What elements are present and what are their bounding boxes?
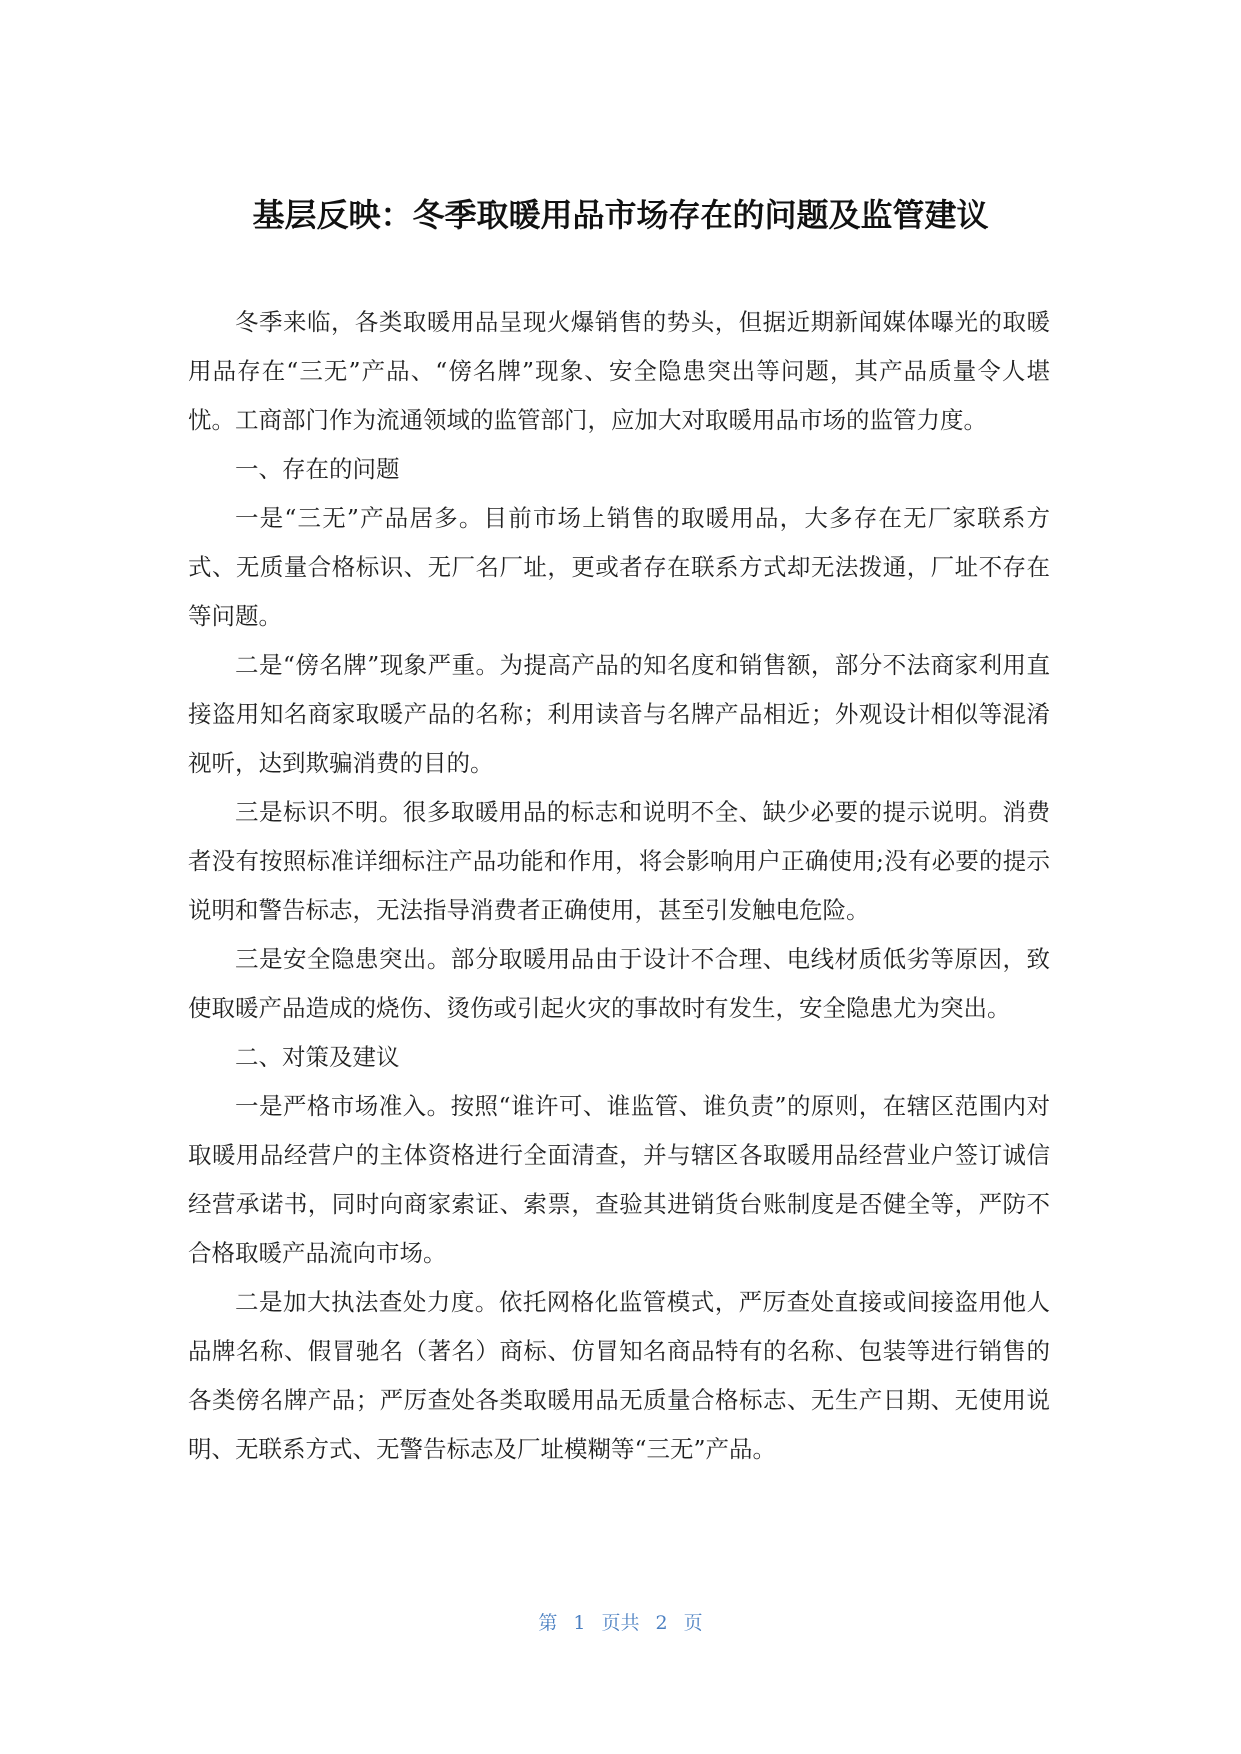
paragraph-problem-3: 三是标识不明。很多取暖用品的标志和说明不全、缺少必要的提示说明。消费者没有按照标准详细标注产品功能和作用，将会影响用户正确使用;没有必要的提示说明和警告标志，无法指导消费者正确使用，甚至引发触电危险。: [188, 798, 1050, 924]
footer-middle: 页共: [601, 1612, 640, 1634]
page-footer: [0, 1608, 1241, 1635]
paragraph-suggestion-2: 二是加大执法查处力度。依托网格化监管模式，严厉查处直接或间接盗用他人品牌名称、假冒驰名（著名）商标、仿冒知名商品特有的名称、包装等进行销售的各类傍名牌产品；严厉查处各类取暖用品无质量合格标志、无生产日期、无使用说明、无联系方式、无警告标志及厂址模糊等“三无”产品。: [188, 1288, 1050, 1463]
paragraph-intro: 冬季来临，各类取暖用品呈现火爆销售的势头，但据近期新闻媒体曝光的取暖用品存在“三无”产品、“傍名牌”现象、安全隐患突出等问题，其产品质量令人堪忧。工商部门作为流通领域的监管部门，应加大对取暖用品市场的监管力度。: [188, 308, 1050, 434]
paragraph-problem-4: 三是安全隐患突出。部分取暖用品由于设计不合理、电线材质低劣等原因，致使取暖产品造成的烧伤、烫伤或引起火灾的事故时有发生，安全隐患尤为突出。: [188, 945, 1050, 1022]
section-heading-problems: 一、存在的问题: [235, 455, 400, 483]
paragraph-problem-2: 二是“傍名牌”现象严重。为提高产品的知名度和销售额，部分不法商家利用直接盗用知名商家取暖产品的名称；利用读音与名牌产品相近；外观设计相似等混淆视听，达到欺骗消费的目的。: [188, 651, 1050, 777]
paragraph-suggestion-1: 一是严格市场准入。按照“谁许可、谁监管、谁负责”的原则，在辖区范围内对取暖用品经营户的主体资格进行全面清查，并与辖区各取暖用品经营业户签订诚信经营承诺书，同时向商家索证、索票，查验其进销货台账制度是否健全等，严防不合格取暖产品流向市场。: [188, 1092, 1050, 1267]
section-heading-suggestions: 二、对策及建议: [235, 1043, 400, 1071]
footer-current-page: 1: [573, 1612, 586, 1634]
document-body: [188, 298, 1050, 1474]
footer-prefix: 第: [538, 1612, 558, 1634]
paragraph-problem-1: 一是“三无”产品居多。目前市场上销售的取暖用品，大多存在无厂家联系方式、无质量合格标识、无厂名厂址，更或者存在联系方式却无法拨通，厂址不存在等问题。: [188, 504, 1050, 630]
document-title: 基层反映：冬季取暖用品市场存在的问题及监管建议: [252, 196, 989, 234]
footer-total-pages: 2: [655, 1612, 668, 1634]
footer-suffix: 页: [683, 1612, 703, 1634]
